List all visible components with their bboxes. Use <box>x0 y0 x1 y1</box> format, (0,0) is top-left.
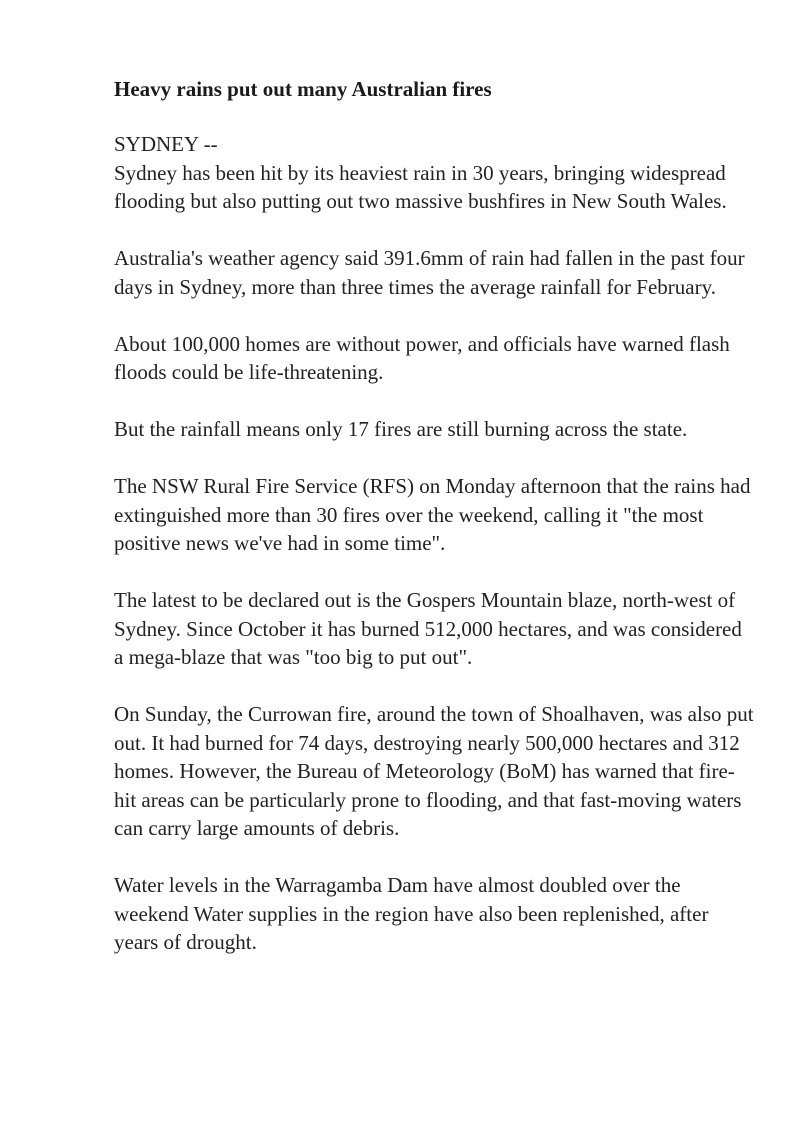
article-paragraph-5: The NSW Rural Fire Service (RFS) on Monday afternoon that the rains had extinguished more than 30 fires over the weekend, calling it "the most positive news we've had in some time". <box>114 474 751 555</box>
article-paragraph-4: But the rainfall means only 17 fires are still burning across the state. <box>114 417 688 441</box>
article-paragraph-6: The latest to be declared out is the Gospers Mountain blaze, north-west of Sydney. Since October it has burned 512,000 hectares, and was considered a mega-blaze that was "too big to put out". <box>114 588 742 669</box>
article-paragraph-3: About 100,000 homes are without power, and officials have warned flash floods could be life-threatening. <box>114 331 730 384</box>
article-paragraph-1: Sydney has been hit by its heaviest rain in 30 years, bringing widespread flooding but also putting out two massive bushfires in New South Wales. <box>114 160 727 213</box>
article <box>114 74 754 985</box>
article-headline: Heavy rains put out many Australian fires <box>114 77 492 101</box>
article-dateline: SYDNEY -- <box>114 132 218 156</box>
article-paragraph-7: On Sunday, the Currowan fire, around the town of Shoalhaven, was also put out. It had burned for 74 days, destroying nearly 500,000 hectares and 312 homes. However, the Bureau of Meteorology (BoM) has warned that fire-hit areas can be particularly prone to flooding, and that fast-moving waters can carry large amounts of debris. <box>114 702 754 840</box>
article-paragraph-2: Australia's weather agency said 391.6mm of rain had fallen in the past four days in Sydney, more than three times the average rainfall for February. <box>114 246 745 299</box>
article-paragraph-8: Water levels in the Warragamba Dam have almost doubled over the weekend Water supplies in the region have also been replenished, after years of drought. <box>114 873 709 954</box>
